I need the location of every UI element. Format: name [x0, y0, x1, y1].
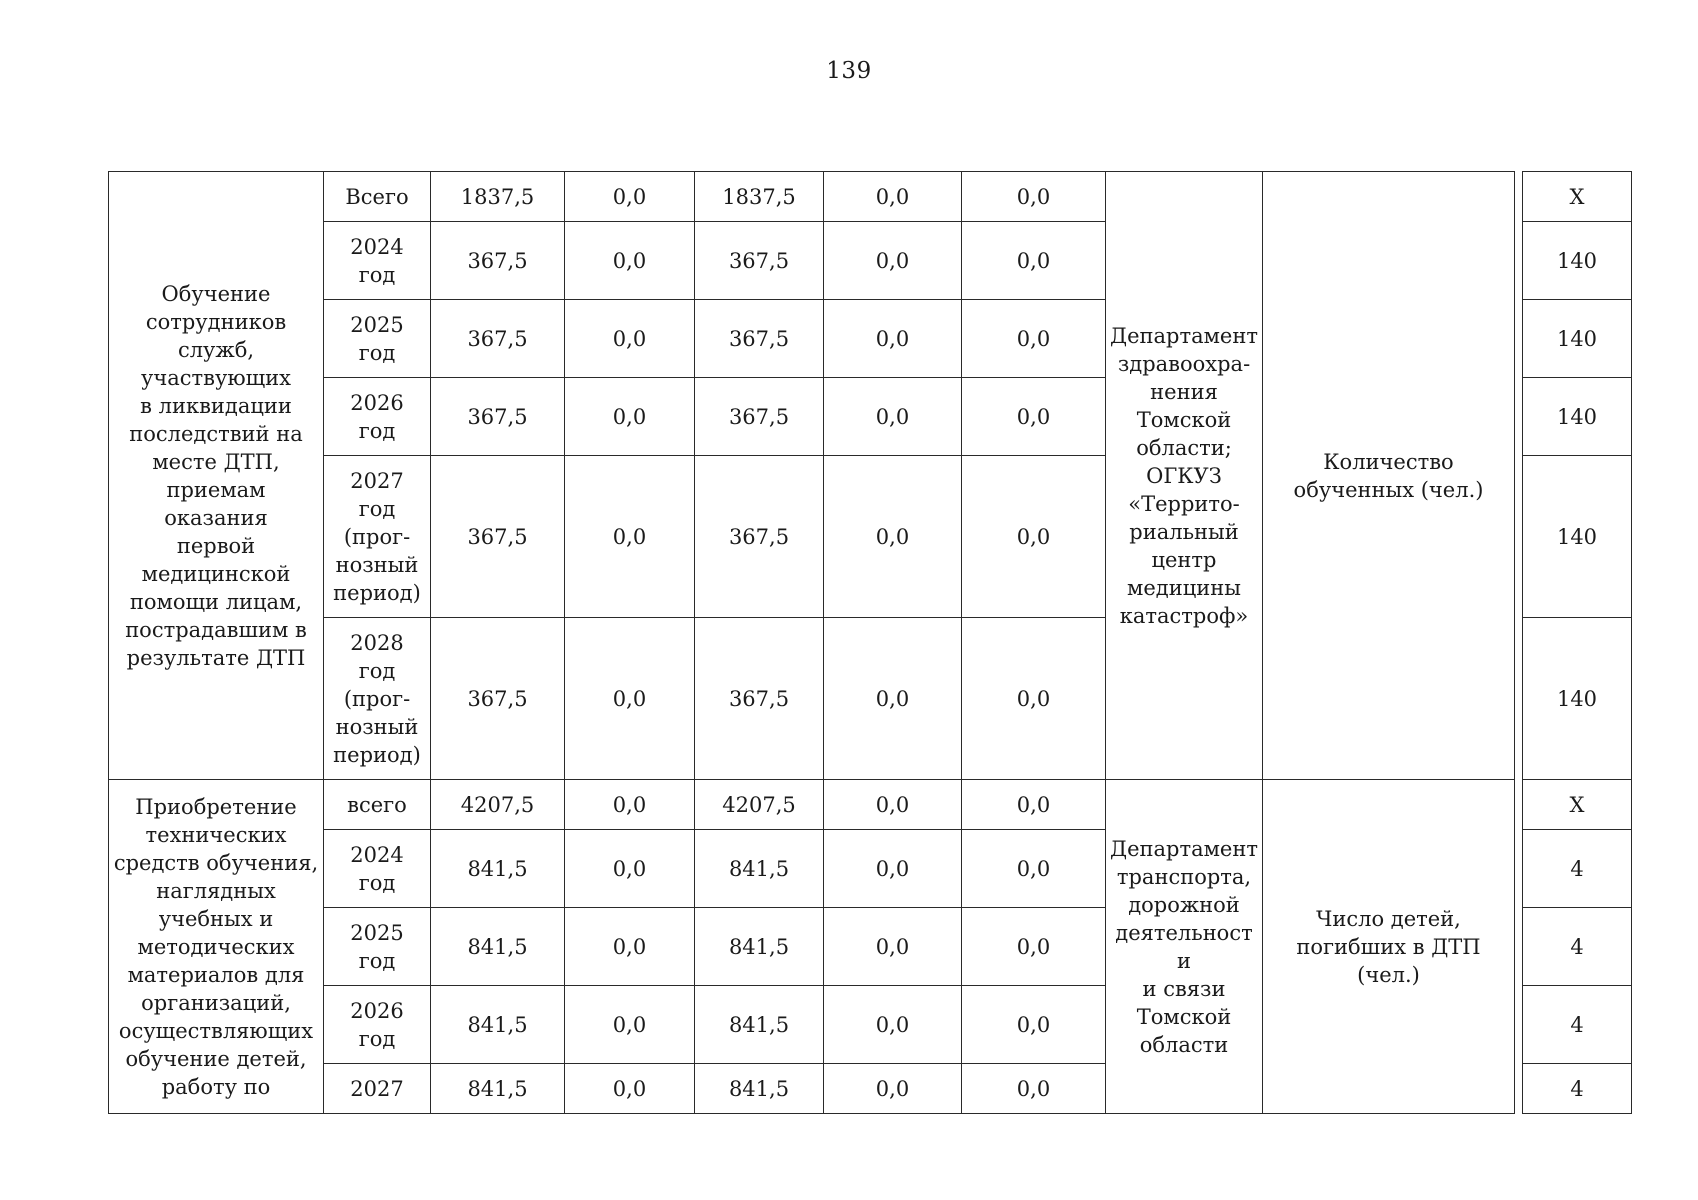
period-cell: 2028 год (прог- нозный период): [324, 618, 431, 780]
funding-cell: 0,0: [962, 1064, 1106, 1114]
funding-cell: 841,5: [695, 908, 824, 986]
total-cell: 367,5: [431, 618, 565, 780]
funding-cell: 367,5: [695, 300, 824, 378]
funding-cell: 0,0: [565, 172, 695, 222]
total-cell: 367,5: [431, 300, 565, 378]
responsible-organization: Департамент здравоохра- нения Томской области; ОГКУЗ «Террито- риальный центр медицины катастроф»: [1106, 172, 1263, 780]
funding-cell: 0,0: [962, 780, 1106, 830]
activity-description: Обучение сотрудников служб, участвующих в ликвидации последствий на месте ДТП, приемам оказания первой медицинской помощи лицам, пострадавшим в результате ДТП: [109, 172, 324, 780]
column-gap: [1515, 172, 1523, 780]
funding-cell: 841,5: [695, 1064, 824, 1114]
funding-cell: 0,0: [565, 908, 695, 986]
period-cell: 2025 год: [324, 908, 431, 986]
table-row: [109, 172, 1632, 222]
total-cell: 4207,5: [431, 780, 565, 830]
funding-cell: 0,0: [565, 378, 695, 456]
funding-cell: 841,5: [695, 830, 824, 908]
funding-cell: 0,0: [565, 618, 695, 780]
period-cell: 2025 год: [324, 300, 431, 378]
funding-cell: 0,0: [824, 780, 962, 830]
funding-cell: 0,0: [962, 908, 1106, 986]
funding-cell: 0,0: [824, 172, 962, 222]
indicator-value: 140: [1523, 300, 1632, 378]
indicator-value: 140: [1523, 618, 1632, 780]
funding-cell: 0,0: [962, 378, 1106, 456]
period-cell: Всего: [324, 172, 431, 222]
table-row: [109, 780, 1632, 830]
period-cell: 2026 год: [324, 986, 431, 1064]
indicator-value: X: [1523, 172, 1632, 222]
indicator-value: 4: [1523, 1064, 1632, 1114]
period-cell: 2024 год: [324, 222, 431, 300]
funding-cell: 0,0: [824, 1064, 962, 1114]
funding-cell: 367,5: [695, 222, 824, 300]
funding-cell: 367,5: [695, 378, 824, 456]
funding-cell: 0,0: [962, 172, 1106, 222]
activity-description: Приобретение технических средств обучения, наглядных учебных и методических материалов для организаций, осуществляющих обучение детей, работу по: [109, 780, 324, 1114]
indicator-value: 4: [1523, 830, 1632, 908]
funding-cell: 0,0: [565, 1064, 695, 1114]
funding-cell: 0,0: [824, 618, 962, 780]
budget-table: [108, 171, 1632, 1114]
funding-cell: 367,5: [695, 618, 824, 780]
funding-cell: 0,0: [565, 300, 695, 378]
page-number: 139: [826, 58, 872, 84]
period-cell: всего: [324, 780, 431, 830]
funding-cell: 0,0: [962, 456, 1106, 618]
funding-cell: 4207,5: [695, 780, 824, 830]
funding-cell: 0,0: [962, 830, 1106, 908]
total-cell: 841,5: [431, 908, 565, 986]
indicator-name: Число детей, погибших в ДТП (чел.): [1263, 780, 1515, 1114]
indicator-name: Количество обученных (чел.): [1263, 172, 1515, 780]
funding-cell: 0,0: [962, 300, 1106, 378]
total-cell: 841,5: [431, 1064, 565, 1114]
period-cell: 2024 год: [324, 830, 431, 908]
funding-cell: 367,5: [695, 456, 824, 618]
funding-cell: 841,5: [695, 986, 824, 1064]
funding-cell: 0,0: [962, 222, 1106, 300]
indicator-value: 140: [1523, 456, 1632, 618]
column-gap: [1515, 780, 1523, 1114]
funding-cell: 0,0: [962, 986, 1106, 1064]
period-cell: 2027 год (прог- нозный период): [324, 456, 431, 618]
funding-cell: 0,0: [824, 378, 962, 456]
funding-cell: 0,0: [565, 780, 695, 830]
funding-cell: 0,0: [565, 830, 695, 908]
indicator-value: 4: [1523, 986, 1632, 1064]
responsible-organization: Департамент транспорта, дорожной деятельности и связи Томской области: [1106, 780, 1263, 1114]
funding-cell: 0,0: [824, 830, 962, 908]
indicator-value: 140: [1523, 222, 1632, 300]
indicator-value: X: [1523, 780, 1632, 830]
total-cell: 367,5: [431, 378, 565, 456]
indicator-value: 140: [1523, 378, 1632, 456]
total-cell: 1837,5: [431, 172, 565, 222]
total-cell: 841,5: [431, 986, 565, 1064]
funding-cell: 0,0: [824, 456, 962, 618]
period-cell: 2026 год: [324, 378, 431, 456]
total-cell: 367,5: [431, 222, 565, 300]
funding-cell: 0,0: [962, 618, 1106, 780]
total-cell: 841,5: [431, 830, 565, 908]
funding-cell: 0,0: [824, 986, 962, 1064]
funding-cell: 0,0: [824, 908, 962, 986]
funding-cell: 1837,5: [695, 172, 824, 222]
indicator-value: 4: [1523, 908, 1632, 986]
funding-cell: 0,0: [824, 222, 962, 300]
funding-cell: 0,0: [565, 986, 695, 1064]
funding-cell: 0,0: [565, 456, 695, 618]
total-cell: 367,5: [431, 456, 565, 618]
funding-cell: 0,0: [824, 300, 962, 378]
funding-cell: 0,0: [565, 222, 695, 300]
period-cell: 2027: [324, 1064, 431, 1114]
